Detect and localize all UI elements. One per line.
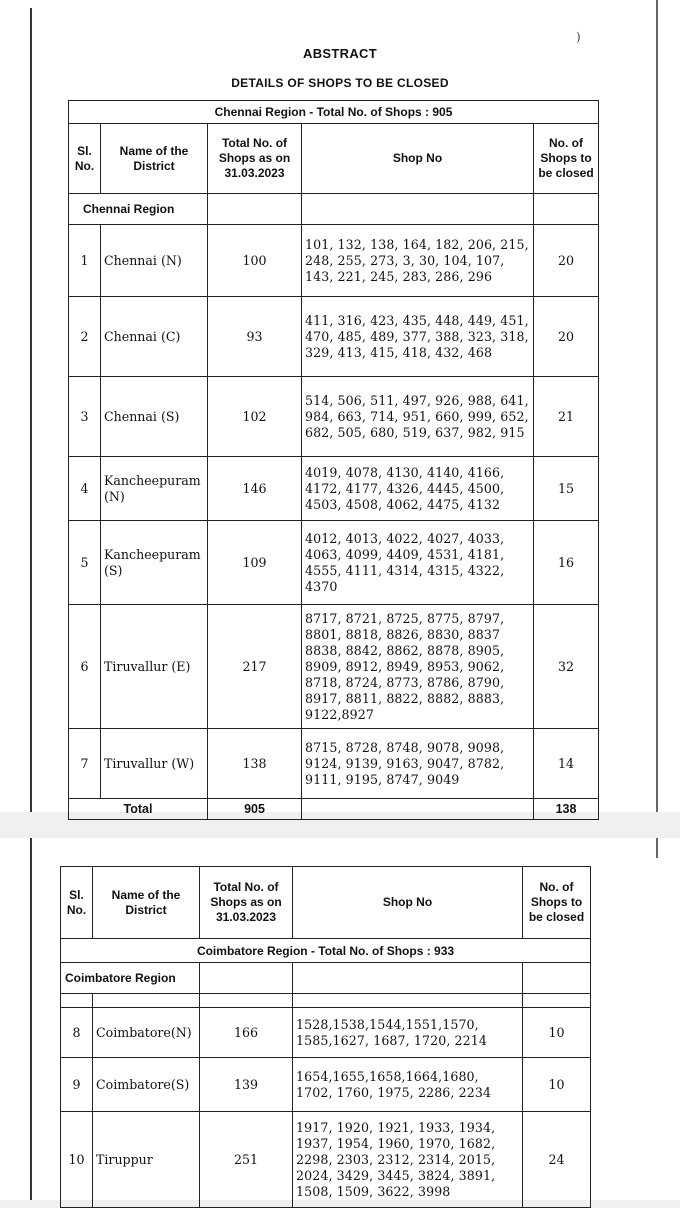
row-sl: 2 <box>69 297 101 377</box>
table-row <box>61 1008 591 1058</box>
row-shop-numbers: 8715, 8728, 8748, 9078, 9098, 9124, 9139, 9163, 9047, 8782, 9111, 9195, 8747, 9049 <box>302 729 534 799</box>
empty-cell <box>200 994 293 1008</box>
coimbatore-region-table <box>60 866 591 1208</box>
empty-cell <box>302 194 534 225</box>
row-closed: 14 <box>534 729 599 799</box>
row-total: 102 <box>208 377 302 457</box>
row-closed: 32 <box>534 605 599 729</box>
row-district: Tiruvallur (E) <box>101 605 208 729</box>
row-sl: 8 <box>61 1008 93 1058</box>
row-shop-numbers: 1917, 1920, 1921, 1933, 1934, 1937, 1954, 1960, 1970, 1682, 2298, 2303, 2312, 2314, 2015, 2024, 3429, 3445, 3824, 3891, 1508, 1509, 3622, 3998 <box>293 1112 523 1208</box>
row-total: 93 <box>208 297 302 377</box>
row-district: Coimbatore(S) <box>93 1058 200 1112</box>
row-sl: 6 <box>69 605 101 729</box>
row-sl: 3 <box>69 377 101 457</box>
region-banner-row <box>69 101 599 124</box>
table-row <box>69 457 599 521</box>
empty-cell <box>534 194 599 225</box>
page-edge-left <box>30 838 32 1200</box>
row-sl: 7 <box>69 729 101 799</box>
col-header-sl: Sl. No. <box>69 124 101 194</box>
page-edge-left <box>30 8 32 812</box>
col-header-district: Name of the District <box>93 867 200 939</box>
table-row <box>69 521 599 605</box>
region-banner: Chennai Region - Total No. of Shops : 905 <box>69 101 599 124</box>
row-total: 100 <box>208 225 302 297</box>
row-closed: 10 <box>523 1058 591 1112</box>
page-edge-right <box>656 838 658 858</box>
row-shop-numbers: 4012, 4013, 4022, 4027, 4033, 4063, 4099, 4409, 4531, 4181, 4555, 4111, 4314, 4315, 4322, 4370 <box>302 521 534 605</box>
document-title: ABSTRACT <box>303 46 377 61</box>
page-edge-right <box>656 0 658 812</box>
total-row <box>69 799 599 820</box>
row-district: Tiruppur <box>93 1112 200 1208</box>
row-shop-numbers: 8717, 8721, 8725, 8775, 8797, 8801, 8818, 8826, 8830, 8837 8838, 8842, 8862, 8878, 8905, 8909, 8912, 8949, 8953, 9062, 8718, 8724, 8773, 8786, 8790, 8917, 8811, 8822, 8882, 8883, 9122,8927 <box>302 605 534 729</box>
row-total: 166 <box>200 1008 293 1058</box>
col-header-shop-no: Shop No <box>293 867 523 939</box>
row-closed: 15 <box>534 457 599 521</box>
table-row <box>69 729 599 799</box>
row-district: Coimbatore(N) <box>93 1008 200 1058</box>
empty-cell <box>302 799 534 820</box>
row-sl: 5 <box>69 521 101 605</box>
empty-cell <box>61 994 93 1008</box>
region-label-row <box>61 963 591 994</box>
row-closed: 10 <box>523 1008 591 1058</box>
region-banner-row <box>61 939 591 963</box>
page-2 <box>0 838 680 1200</box>
row-district: Kancheepuram (N) <box>101 457 208 521</box>
empty-cell <box>293 994 523 1008</box>
region-label: Coimbatore Region <box>61 963 200 994</box>
empty-cell <box>523 994 591 1008</box>
table-row <box>69 225 599 297</box>
row-total: 138 <box>208 729 302 799</box>
row-district: Chennai (C) <box>101 297 208 377</box>
total-closed: 138 <box>534 799 599 820</box>
table-row <box>69 297 599 377</box>
row-total: 109 <box>208 521 302 605</box>
row-district: Tiruvallur (W) <box>101 729 208 799</box>
empty-cell <box>208 194 302 225</box>
spacer-row <box>61 994 591 1008</box>
row-total: 217 <box>208 605 302 729</box>
col-header-shop-no: Shop No <box>302 124 534 194</box>
row-shop-numbers: 514, 506, 511, 497, 926, 988, 641, 984, 663, 714, 951, 660, 999, 652, 682, 505, 680, 519, 637, 982, 915 <box>302 377 534 457</box>
col-header-total: Total No. of Shops as on 31.03.2023 <box>200 867 293 939</box>
row-district: Kancheepuram (S) <box>101 521 208 605</box>
column-header-row <box>61 867 591 939</box>
row-shop-numbers: 1528,1538,1544,1551,1570, 1585,1627, 1687, 1720, 2214 <box>293 1008 523 1058</box>
table-row <box>61 1058 591 1112</box>
row-shop-numbers: 101, 132, 138, 164, 182, 206, 215, 248, 255, 273, 3, 30, 104, 107, 143, 221, 245, 283, 286, 296 <box>302 225 534 297</box>
row-district: Chennai (N) <box>101 225 208 297</box>
col-header-closed: No. of Shops to be closed <box>523 867 591 939</box>
row-total: 146 <box>208 457 302 521</box>
column-header-row <box>69 124 599 194</box>
region-banner: Coimbatore Region - Total No. of Shops : 933 <box>61 939 591 963</box>
document-subtitle: DETAILS OF SHOPS TO BE CLOSED <box>231 76 449 90</box>
row-total: 251 <box>200 1112 293 1208</box>
col-header-total: Total No. of Shops as on 31.03.2023 <box>208 124 302 194</box>
row-closed: 20 <box>534 297 599 377</box>
empty-cell <box>200 963 293 994</box>
empty-cell <box>293 963 523 994</box>
col-header-closed: No. of Shops to be closed <box>534 124 599 194</box>
row-sl: 9 <box>61 1058 93 1112</box>
row-shop-numbers: 4019, 4078, 4130, 4140, 4166, 4172, 4177, 4326, 4445, 4500, 4503, 4508, 4062, 4475, 4132 <box>302 457 534 521</box>
row-closed: 21 <box>534 377 599 457</box>
empty-cell <box>93 994 200 1008</box>
row-district: Chennai (S) <box>101 377 208 457</box>
row-total: 139 <box>200 1058 293 1112</box>
col-header-sl: Sl. No. <box>61 867 93 939</box>
chennai-region-table <box>68 100 599 820</box>
col-header-district: Name of the District <box>101 124 208 194</box>
row-closed: 24 <box>523 1112 591 1208</box>
row-shop-numbers: 411, 316, 423, 435, 448, 449, 451, 470, 485, 489, 377, 388, 323, 318, 329, 413, 415, 418, 432, 468 <box>302 297 534 377</box>
row-sl: 10 <box>61 1112 93 1208</box>
row-closed: 20 <box>534 225 599 297</box>
corner-mark: ) <box>576 30 581 44</box>
row-closed: 16 <box>534 521 599 605</box>
table-row <box>61 1112 591 1208</box>
total-label: Total <box>69 799 208 820</box>
row-sl: 4 <box>69 457 101 521</box>
empty-cell <box>523 963 591 994</box>
region-label: Chennai Region <box>69 194 208 225</box>
row-shop-numbers: 1654,1655,1658,1664,1680, 1702, 1760, 1975, 2286, 2234 <box>293 1058 523 1112</box>
table-row <box>69 377 599 457</box>
table-row <box>69 605 599 729</box>
region-label-row <box>69 194 599 225</box>
row-sl: 1 <box>69 225 101 297</box>
total-shops: 905 <box>208 799 302 820</box>
